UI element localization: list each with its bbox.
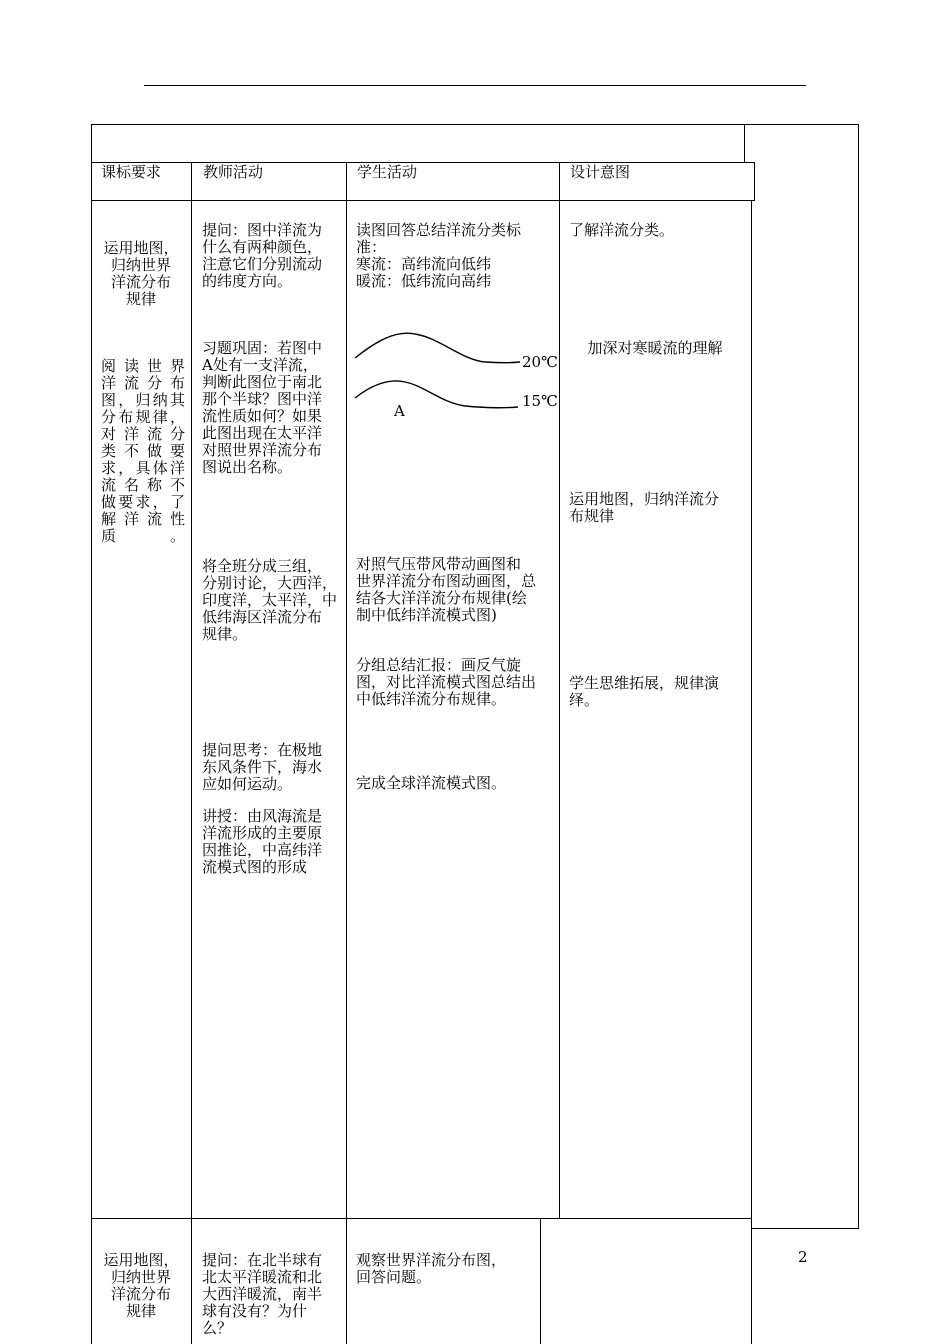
header-right-border — [754, 162, 755, 200]
row2-column-divider — [540, 1218, 541, 1344]
row2-standard: 运用地图， 归纳世界 洋流分布 规律 — [103, 1251, 179, 1320]
student-activity-3: 分组总结汇报：画反气旋 图，对比洋流模式图总结出 中低纬洋流分布规律。 — [356, 656, 537, 708]
row-separator — [91, 1218, 751, 1219]
title-row-divider — [744, 124, 745, 162]
standard-text-a: 运用地图， 归纳世界 洋流分布 规律 — [103, 239, 179, 308]
header-student: 学生活动 — [357, 163, 418, 181]
point-a-label: A — [394, 402, 405, 420]
column-divider-2 — [346, 162, 347, 1344]
student-activity-2: 对照气压带风带动画图和 世界洋流分布图动画图，总 结各大洋洋流分布规律(绘 制中低纬洋流模式图) — [356, 555, 537, 624]
isotherm-upper-curve — [355, 333, 520, 363]
header-standard: 课标要求 — [101, 163, 162, 181]
row2-teacher-activity: 提问：在北半球有 北太平洋暖流和北 大西洋暖流，南半 球有没有？为什 么？ — [202, 1251, 323, 1337]
teacher-activity-1: 提问：图中洋流为 什么有两种颜色， 注意它们分别流动 的纬度方向。 — [202, 221, 323, 290]
isotherm-label-upper: 20℃ — [522, 353, 558, 371]
teacher-activity-4: 提问思考：在极地 东风条件下，海水 应如何运动。 — [202, 741, 323, 793]
isotherm-label-lower: 15℃ — [522, 392, 558, 410]
design-intent-4: 学生思维拓展，规律演 绎。 — [569, 674, 720, 709]
table-right-bottom-border — [751, 1228, 859, 1229]
teacher-activity-3: 将全班分成三组， 分别讨论，大西洋， 印度洋，太平洋，中 低纬海区洋流分布 规律。 — [202, 557, 338, 643]
header-design: 设计意图 — [570, 163, 631, 181]
row2-student-activity: 观察世界洋流分布图， 回答问题。 — [356, 1251, 507, 1286]
column-divider-3 — [559, 162, 560, 1218]
page-number: 2 — [798, 1248, 808, 1266]
isotherm-lower-curve — [355, 381, 518, 408]
header-rule — [144, 85, 806, 86]
table-left-border — [91, 124, 92, 1344]
design-intent-2: 加深对寒暖流的理解 — [587, 339, 723, 357]
student-activity-1: 读图回答总结洋流分类标 准： 寒流：高纬流向低纬 暖流：低纬流向高纬 — [356, 221, 522, 290]
teacher-activity-5: 讲授：由风海流是 洋流形成的主要原 因推论，中高纬洋 流模式图的形成 — [202, 807, 323, 876]
design-intent-3: 运用地图，归纳洋流分 布规律 — [569, 490, 720, 525]
table-right-border — [858, 124, 859, 1228]
isotherm-current-diagram — [350, 326, 560, 426]
teacher-activity-2: 习题巩固：若图中 A处有一支洋流， 判断此图位于南北 那个半球？图中洋 流性质如何？如果 此图出现在太平洋 对照世界洋流分布 图说出名称。 — [202, 339, 323, 476]
header-teacher: 教师活动 — [203, 163, 264, 181]
student-activity-4: 完成全球洋流模式图。 — [356, 774, 507, 792]
column-divider-4 — [751, 200, 752, 1344]
design-intent-1: 了解洋流分类。 — [569, 221, 675, 239]
column-divider-1 — [191, 162, 192, 1344]
standard-text-b: 阅读世界 洋流分布 图，归纳其 分布规律， 对洋流分 类不做要 求，具体洋 流名称不 做要求，了 解洋流性 质。 — [101, 357, 185, 545]
